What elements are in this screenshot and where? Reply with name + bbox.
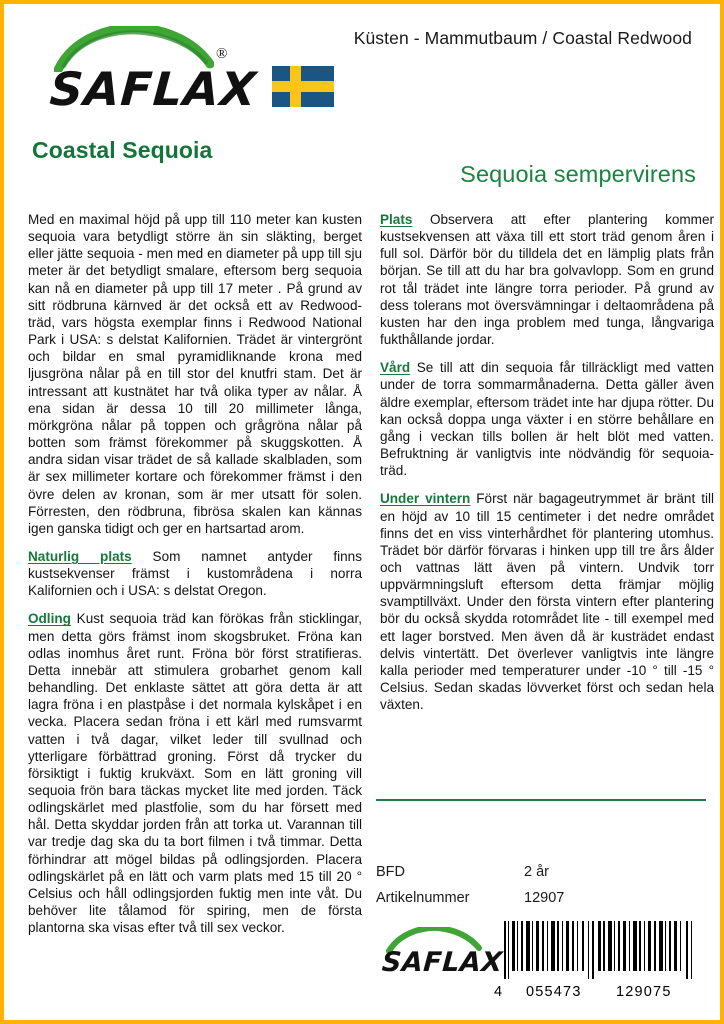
barcode <box>494 921 706 1000</box>
left-column <box>28 211 362 936</box>
cultivation-text: Kust sequoia träd kan förökas från sticklingar, men detta görs främst inom skogsbruket. Fröna kan odlas inomhus året runt. Fröna bör först stratifieras. Detta innebär att stimulera grobarhet genom kall behandling. Det enklaste sättet att göra detta är att lagra fröna i en plastpåse i det normala kylskåpet i en vecka. Placera sedan fröna i ett kärl med rumsvarmt vatten i två dagar, vilket leder till svullnad och ytterligare förbättrad groning. Först då trycker du försiktigt i fuktig krukväxt. Som en lätt groning vill sequoia frön bara täckas mycket lite med jorden. Täck odlingskärlet med plastfolie, som du har försett med hål. Detta skyddar jorden från att torka ut. Varannan till var tredje dag ska du ta bort filmen i två timmar. Detta förhindrar att mögel bildas på odlingsjorden. Placera odlingskärlet på en lätt och varm plats med 15 till 20 ° Celsius och håll odlingsjorden fuktig men inte våt. Du behöver lite tålamod för spiring, men de första plantorna ska visas efter två till sex veckor. <box>28 611 362 936</box>
title-row <box>4 129 720 201</box>
natural-location-heading: Naturlig plats <box>28 548 132 564</box>
article-number-row <box>376 885 676 911</box>
winter-paragraph <box>380 490 714 713</box>
bfd-row <box>376 859 676 885</box>
natural-location-text: Som namnet antyder finns kustsekvenser främst i kustområdena i norra Kalifornien och i USA: s delstat Oregon. <box>28 548 362 599</box>
cultivation-heading: Odling <box>28 611 71 627</box>
intro-paragraph: Med en maximal höjd på upp till 110 meter kan kusten sequoia vara betydligt större än sin släkting, berget eller jätte sequoia - men med en diameter på upp till sju meter är det betydligt smalare, eftersom berg sequoia kan nå en diameter på upp till 17 meter . På grund av sitt rödbruna kärnved är det också ett av Redwood-träd, vars högsta exemplar finns i Redwood National Park i USA: s delstat Kalifornien. Trädet är vintergrönt och bildar en smal pyramidliknande krona med ljusgröna nålar på en till stor del knutfri stam. Det är intressant att kustnätet har två olika typer av nålar. Å ena sidan är dessa 10 till 20 millimeter långa, mörkgröna nålar på toppen och grågröna nålar på botten som främst förekommer på skuggskotten. Å andra sidan visar trädet de så kallade skalbladen, som är sex millimeter kortare och förekommer främst i den övre delen av kronan, som är mer utsatt för solen. Förresten, den rödbruna, fibrösa skalen kan kännas igen ganska tidigt och ger en hartsartad arom. <box>28 212 362 536</box>
header-species-title: Küsten - Mammutbaum / Coastal Redwood <box>353 28 692 48</box>
barcode-digits <box>494 984 706 1000</box>
care-heading: Vård <box>380 360 411 376</box>
product-info-table <box>376 859 676 911</box>
location-text: Observera att efter plantering kommer kustsekvensen att växa till ett stort träd genom åren i full sol. Därför bör du tilldela det en lämplig plats från början. Se till att du har bra golvavlopp. Som en grund rot tål trädet inte längre torra perioder. På grund av dess tolerans mot översvämningar i deltaområdena på kusten har den inga problem med tunga, långvariga fukthållande jordar. <box>380 212 714 348</box>
cultivation-paragraph <box>28 610 362 936</box>
footer-divider <box>376 799 706 801</box>
footer-brand-wordmark: SAFLAX <box>380 947 504 978</box>
location-heading: Plats <box>380 212 413 227</box>
winter-heading: Under vintern <box>380 491 471 507</box>
bfd-label: BFD <box>376 864 405 880</box>
care-paragraph <box>380 359 714 479</box>
page-title: Coastal Sequoia <box>32 137 213 163</box>
registered-trademark-symbol: ® <box>216 46 228 62</box>
packet-header <box>4 4 720 129</box>
barcode-right-group: 129075 <box>616 984 672 1000</box>
barcode-left-group: 055473 <box>526 984 582 1000</box>
article-number-value: 12907 <box>524 890 565 906</box>
natural-location-paragraph <box>28 548 362 599</box>
location-paragraph <box>380 211 714 348</box>
flag-cross-horizontal <box>272 81 334 92</box>
brand-logo <box>26 4 326 129</box>
swedish-flag-icon <box>272 66 334 107</box>
barcode-lead-digit: 4 <box>494 984 504 1000</box>
brand-wordmark: SAFLAX <box>48 62 259 116</box>
article-number-label: Artikelnummer <box>376 890 470 906</box>
care-text: Se till att din sequoia får tillräckligt med vatten under de torra sommarmånaderna. Detta gäller även äldre exemplar, eftersom trädet inte har djupa rötter. Du kan också doppa unga växter i en större behållare en gång i veckan tills bollen är helt blöt med vatten. Befruktning är vanligtvis inte nödvändig för sequoia-träd. <box>380 360 714 479</box>
packet-footer <box>376 799 706 1009</box>
footer-bottom <box>376 925 706 1009</box>
botanical-name: Sequoia sempervirens <box>460 161 696 187</box>
bfd-value: 2 år <box>524 864 549 880</box>
barcode-bars <box>494 921 706 979</box>
winter-text: Först när bagageutrymmet är bränt till en höjd av 10 till 15 centimeter i det nedre området finns det en viss vinterhårdhet för plantering utomhus. Trädet bör därför förvaras i hinken upp till tre års ålder och vattnas lätt även på vintern. Undvik torr uppvärmningsluft eftersom detta främjar möjlig svamptillväxt. Under den första vintern efter plantering bör du också skydda rotområdet lite - till exempel med ett lager borstved. Men även då är kusträdet endast delvis vintertätt. Det överlever vanligtvis inte längre kalla perioder med temperaturer under -10 ° till -15 ° Celsius. Sedan skadas lövverket först och sedan hela växten. <box>380 491 714 713</box>
